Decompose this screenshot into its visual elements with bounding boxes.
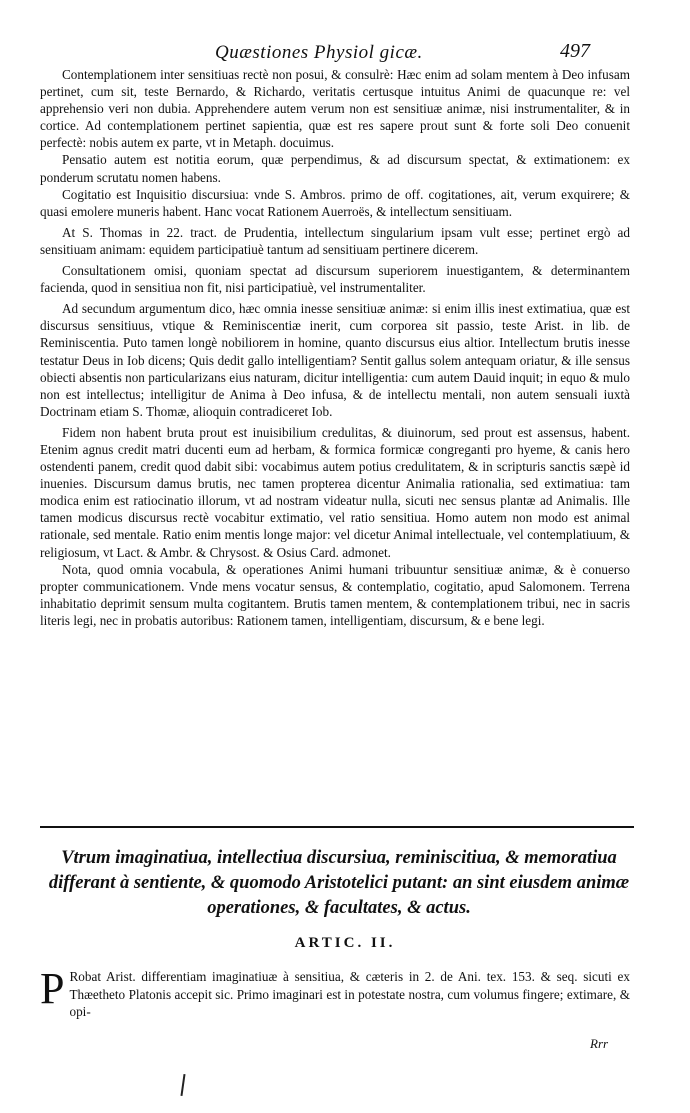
final-paragraph: [40, 964, 630, 1021]
signature-mark: Rrr: [590, 1036, 609, 1051]
paragraph: Fidem non habent bruta prout est inuisibilium credulitas, & diuinorum, sed prout est assensus, habent. Etenim agnus credit matri ducenti eum ad herbam, & formica formicæ congreganti pro hyeme, & canis hero ostendenti panem, credit quod dabit sibi: vocabimus autem potius credulitatem, & in scripturis sanctis sæpè id inuenies. Discursum damus brutis, nec tamen propterea dicentur Animalia rationalia, sed extimatiua: tam modica enim est ratiocinatio illorum, vt ad nostram videatur nulla, sicuti nec sensus plantæ ad Animalis. Ille tamen modicus discursus rectè vocabitur extimatio, vel ratio sensitiua. Homo autem non modo est animal rationale, sed mentale. Ratio enim mentis longe major: vel dicetur Animal intellectuale, vel contemplatiuum, & religiosum, vt Lact. & Ambr. & Chrysost. & Osius Card. admonet.: [40, 424, 630, 560]
paragraph: Cogitatio est Inquisitio discursiua: vnde S. Ambros. primo de off. cogitationes, ait, verum exquirere; & quasi emolere muneris habent. Hanc vocat Rationem Auerroës, & intellectum sensitiuam.: [40, 186, 630, 219]
paragraph: Pensatio autem est notitia eorum, quæ perpendimus, & ad discursum spectat, & extimationem: ex ponderum scrutatu nomen habens.: [40, 152, 630, 185]
section-title: Vtrum imaginatiua, intellectiua discursiua, reminiscitiua, & memoratiua differant à sentiente, & quomodo Aristotelici putant: an sint eiusdem animæ operationes, & facultates, & actus.: [48, 848, 630, 918]
paragraph: Nota, quod omnia vocabula, & operationes Animi humani tribuuntur sensitiuæ animæ, & è conuerso propter communicationem. Vnde mens vocatur sensus, & contemplatio, cogitatio, apud Salomonem. Terrena inhabitatio deprimit sensum multa cogitantem. Brutis tamen mentem, & contemplationem tribui, nec in sacris literis legi, nec in probatis autoribus: Rationem tamen, intelligentiam, discursum, & e bene legi.: [40, 561, 630, 628]
running-head-title: Quæstiones Physiol gicæ.: [215, 42, 423, 63]
drop-cap: P: [40, 964, 65, 1013]
paragraph: Ad secundum argumentum dico, hæc omnia inesse sensitiuæ animæ: si enim illis inest extimatiua, quæ est discursus sensitiuus, vtique & Reminiscentiæ inerit, cum corporea sit passio, teste Arist. in lib. de Reminiscentia. Puto tamen longè nobiliorem in homine, quanto discursus eius altior. Intellectum brutis inesse testatur Deus in Iob dicens; Quis dedit gallo intelligentiam? Sentit gallus solem antequam oriatur, & ille sensus obiecti absentis non particularizans eius naturam, dicitur intelligentia: cum autem Dauid inquit; in equo & mulo non est intellectus; intelligitur de Anima à Deo infusa, & de intellectu mentali, non autem sensuali iuxtà Doctrinam etiam S. Thomæ, alioquin contradiceret Iob.: [40, 301, 630, 419]
paragraph: At S. Thomas in 22. tract. de Prudentia, intellectum singularium ipsam vult esse; pertinet ergò ad sensitiuam animam: equidem participatiuè tantum ad sensitiuam pertinere dicerem.: [40, 224, 630, 257]
article-heading: ARTIC. II.: [294, 935, 396, 951]
page-number: 497: [560, 40, 590, 62]
paragraph: Contemplationem inter sensitiuas rectè non posui, & consulrè: Hæc enim ad solam mentem à Deo infusam pertinet, cum sit, teste Bernardo, & Richardo, veritatis certusque intuitus Animi de quacunque re: vel apprehensio veri non dubia. Apprehendere autem verum non est sensitiuæ animæ, nisi instrumentaliter, & in cortice. Ad contemplationem pertinet sapientia, quæ est res sapere prout sunt & forte soli Deo conuenit perfectè: nobis autem ex parte, vt in Metaph. docuimus.: [40, 67, 630, 151]
final-paragraph-text: Robat Arist. differentiam imaginatiuæ à sensitiua, & cæteris in 2. de Ani. tex. 153. & seq. sicuti ex Thæetheto Platonis accepit sic. Primo imaginari est in potestate nostra, cum volumus fingere; extimare, & opi-: [69, 969, 630, 1019]
section-divider: [40, 826, 634, 828]
running-head: [0, 38, 690, 68]
ink-mark: [180, 1074, 185, 1096]
paragraph: Consultationem omisi, quoniam spectat ad discursum superiorem inuestigantem, & determinantem facienda, quod in sensitiua non fit, nisi participatiuè, vel instrumentaliter.: [40, 263, 630, 296]
body-text: [40, 66, 630, 629]
